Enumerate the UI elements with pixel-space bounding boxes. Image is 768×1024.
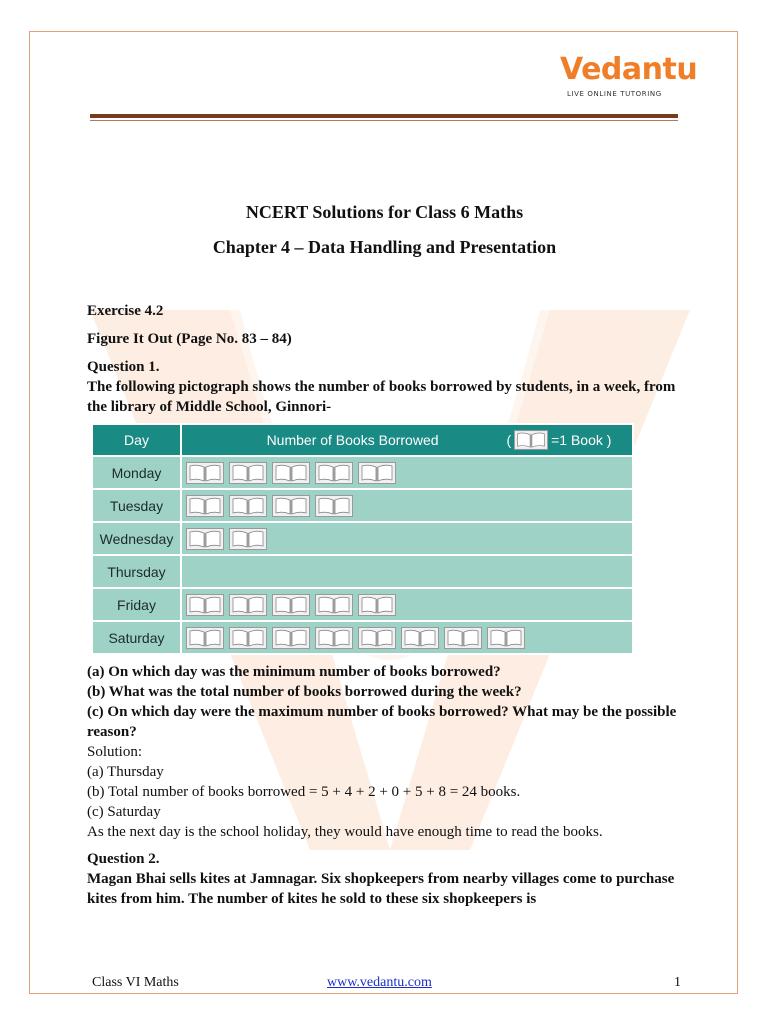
- book-icon: [272, 462, 310, 484]
- column-header-books: [182, 425, 632, 455]
- pictograph-book-cell: [182, 622, 632, 653]
- pictograph-header-row: [93, 425, 632, 455]
- book-icon: [514, 430, 548, 450]
- footer-class-label: Class VI Maths: [92, 975, 179, 990]
- pictograph-day-label: Thursday: [93, 556, 180, 587]
- question-2-heading: Question 2.: [87, 851, 160, 867]
- book-icon: [229, 528, 267, 550]
- header-rule-thin: [90, 120, 678, 121]
- pictograph-day-label: Saturday: [93, 622, 180, 653]
- pictograph-day-label: Friday: [93, 589, 180, 620]
- book-icon: [315, 495, 353, 517]
- book-icon: [487, 627, 525, 649]
- pictograph-book-cell: [182, 490, 632, 521]
- footer-link-wrap: [327, 975, 432, 991]
- pictograph-book-cell: [182, 457, 632, 488]
- page-title: NCERT Solutions for Class 6 Maths: [245, 202, 524, 222]
- pictograph-row: [93, 556, 632, 587]
- legend-open-paren: (: [506, 432, 512, 448]
- figure-it-out-heading: Figure It Out (Page No. 83 – 84): [87, 331, 292, 347]
- book-icon: [315, 462, 353, 484]
- pictograph-book-cell: [182, 589, 632, 620]
- footer-page-number: 1: [674, 975, 681, 990]
- pictograph-row: [93, 490, 632, 521]
- pictograph-book-cell: [182, 523, 632, 554]
- pictograph-legend: [506, 430, 611, 450]
- book-icon: [186, 462, 224, 484]
- header-rule: [90, 114, 678, 118]
- exercise-heading: Exercise 4.2: [87, 303, 164, 319]
- book-icon: [229, 627, 267, 649]
- book-icon: [358, 594, 396, 616]
- book-icon: [272, 627, 310, 649]
- pictograph-book-cell: [182, 556, 632, 587]
- answer-c: (c) Saturday: [87, 804, 161, 820]
- logo-tagline: LIVE ONLINE TUTORING: [567, 90, 662, 98]
- question-1-part-c: (c) On which day were the maximum number of books borrowed? What may be the possible reason?: [87, 704, 677, 740]
- book-icon: [358, 627, 396, 649]
- solution-label: Solution:: [87, 744, 143, 760]
- pictograph-row: [93, 589, 632, 620]
- pictograph-day-label: Monday: [93, 457, 180, 488]
- book-icon: [315, 627, 353, 649]
- book-icon: [186, 495, 224, 517]
- pictograph-table: [91, 423, 634, 655]
- pictograph-row: [93, 622, 632, 653]
- pictograph-body: [93, 457, 632, 653]
- question-1-text: The following pictograph shows the number of books borrowed by students, in a week, from the library of Middle School, Ginnori-: [87, 379, 676, 415]
- pictograph-row: [93, 457, 632, 488]
- legend-text: =1 Book ): [551, 432, 612, 448]
- answer-a: (a) Thursday: [87, 764, 164, 780]
- answer-c-reason: As the next day is the school holiday, they would have enough time to read the books.: [87, 824, 603, 840]
- book-icon: [444, 627, 482, 649]
- book-icon: [272, 495, 310, 517]
- question-2-text: Magan Bhai sells kites at Jamnagar. Six shopkeepers from nearby villages come to purchase kites from him. The number of kites he sold to these six shopkeepers is: [87, 871, 675, 907]
- book-icon: [358, 462, 396, 484]
- column-header-books-label: Number of Books Borrowed: [266, 432, 439, 448]
- question-1-part-b: (b) What was the total number of books borrowed during the week?: [87, 684, 522, 700]
- page-content: [87, 200, 682, 909]
- column-header-day: Day: [93, 425, 180, 455]
- book-icon: [186, 594, 224, 616]
- pictograph-row: [93, 523, 632, 554]
- pictograph-day-label: Tuesday: [93, 490, 180, 521]
- chapter-title: Chapter 4 – Data Handling and Presentation: [212, 237, 557, 257]
- book-icon: [229, 594, 267, 616]
- logo-wordmark: Vedantu: [560, 52, 698, 87]
- vedantu-logo: [555, 52, 698, 102]
- pictograph-day-label: Wednesday: [93, 523, 180, 554]
- question-1-part-a: (a) On which day was the minimum number of books borrowed?: [87, 664, 501, 680]
- question-1-heading: Question 1.: [87, 359, 160, 375]
- book-icon: [401, 627, 439, 649]
- book-icon: [186, 528, 224, 550]
- book-icon: [272, 594, 310, 616]
- answer-b: (b) Total number of books borrowed = 5 + 4 + 2 + 0 + 5 + 8 = 24 books.: [87, 784, 521, 800]
- footer-website-link[interactable]: www.vedantu.com: [327, 975, 432, 990]
- book-icon: [315, 594, 353, 616]
- book-icon: [229, 462, 267, 484]
- book-icon: [229, 495, 267, 517]
- book-icon: [186, 627, 224, 649]
